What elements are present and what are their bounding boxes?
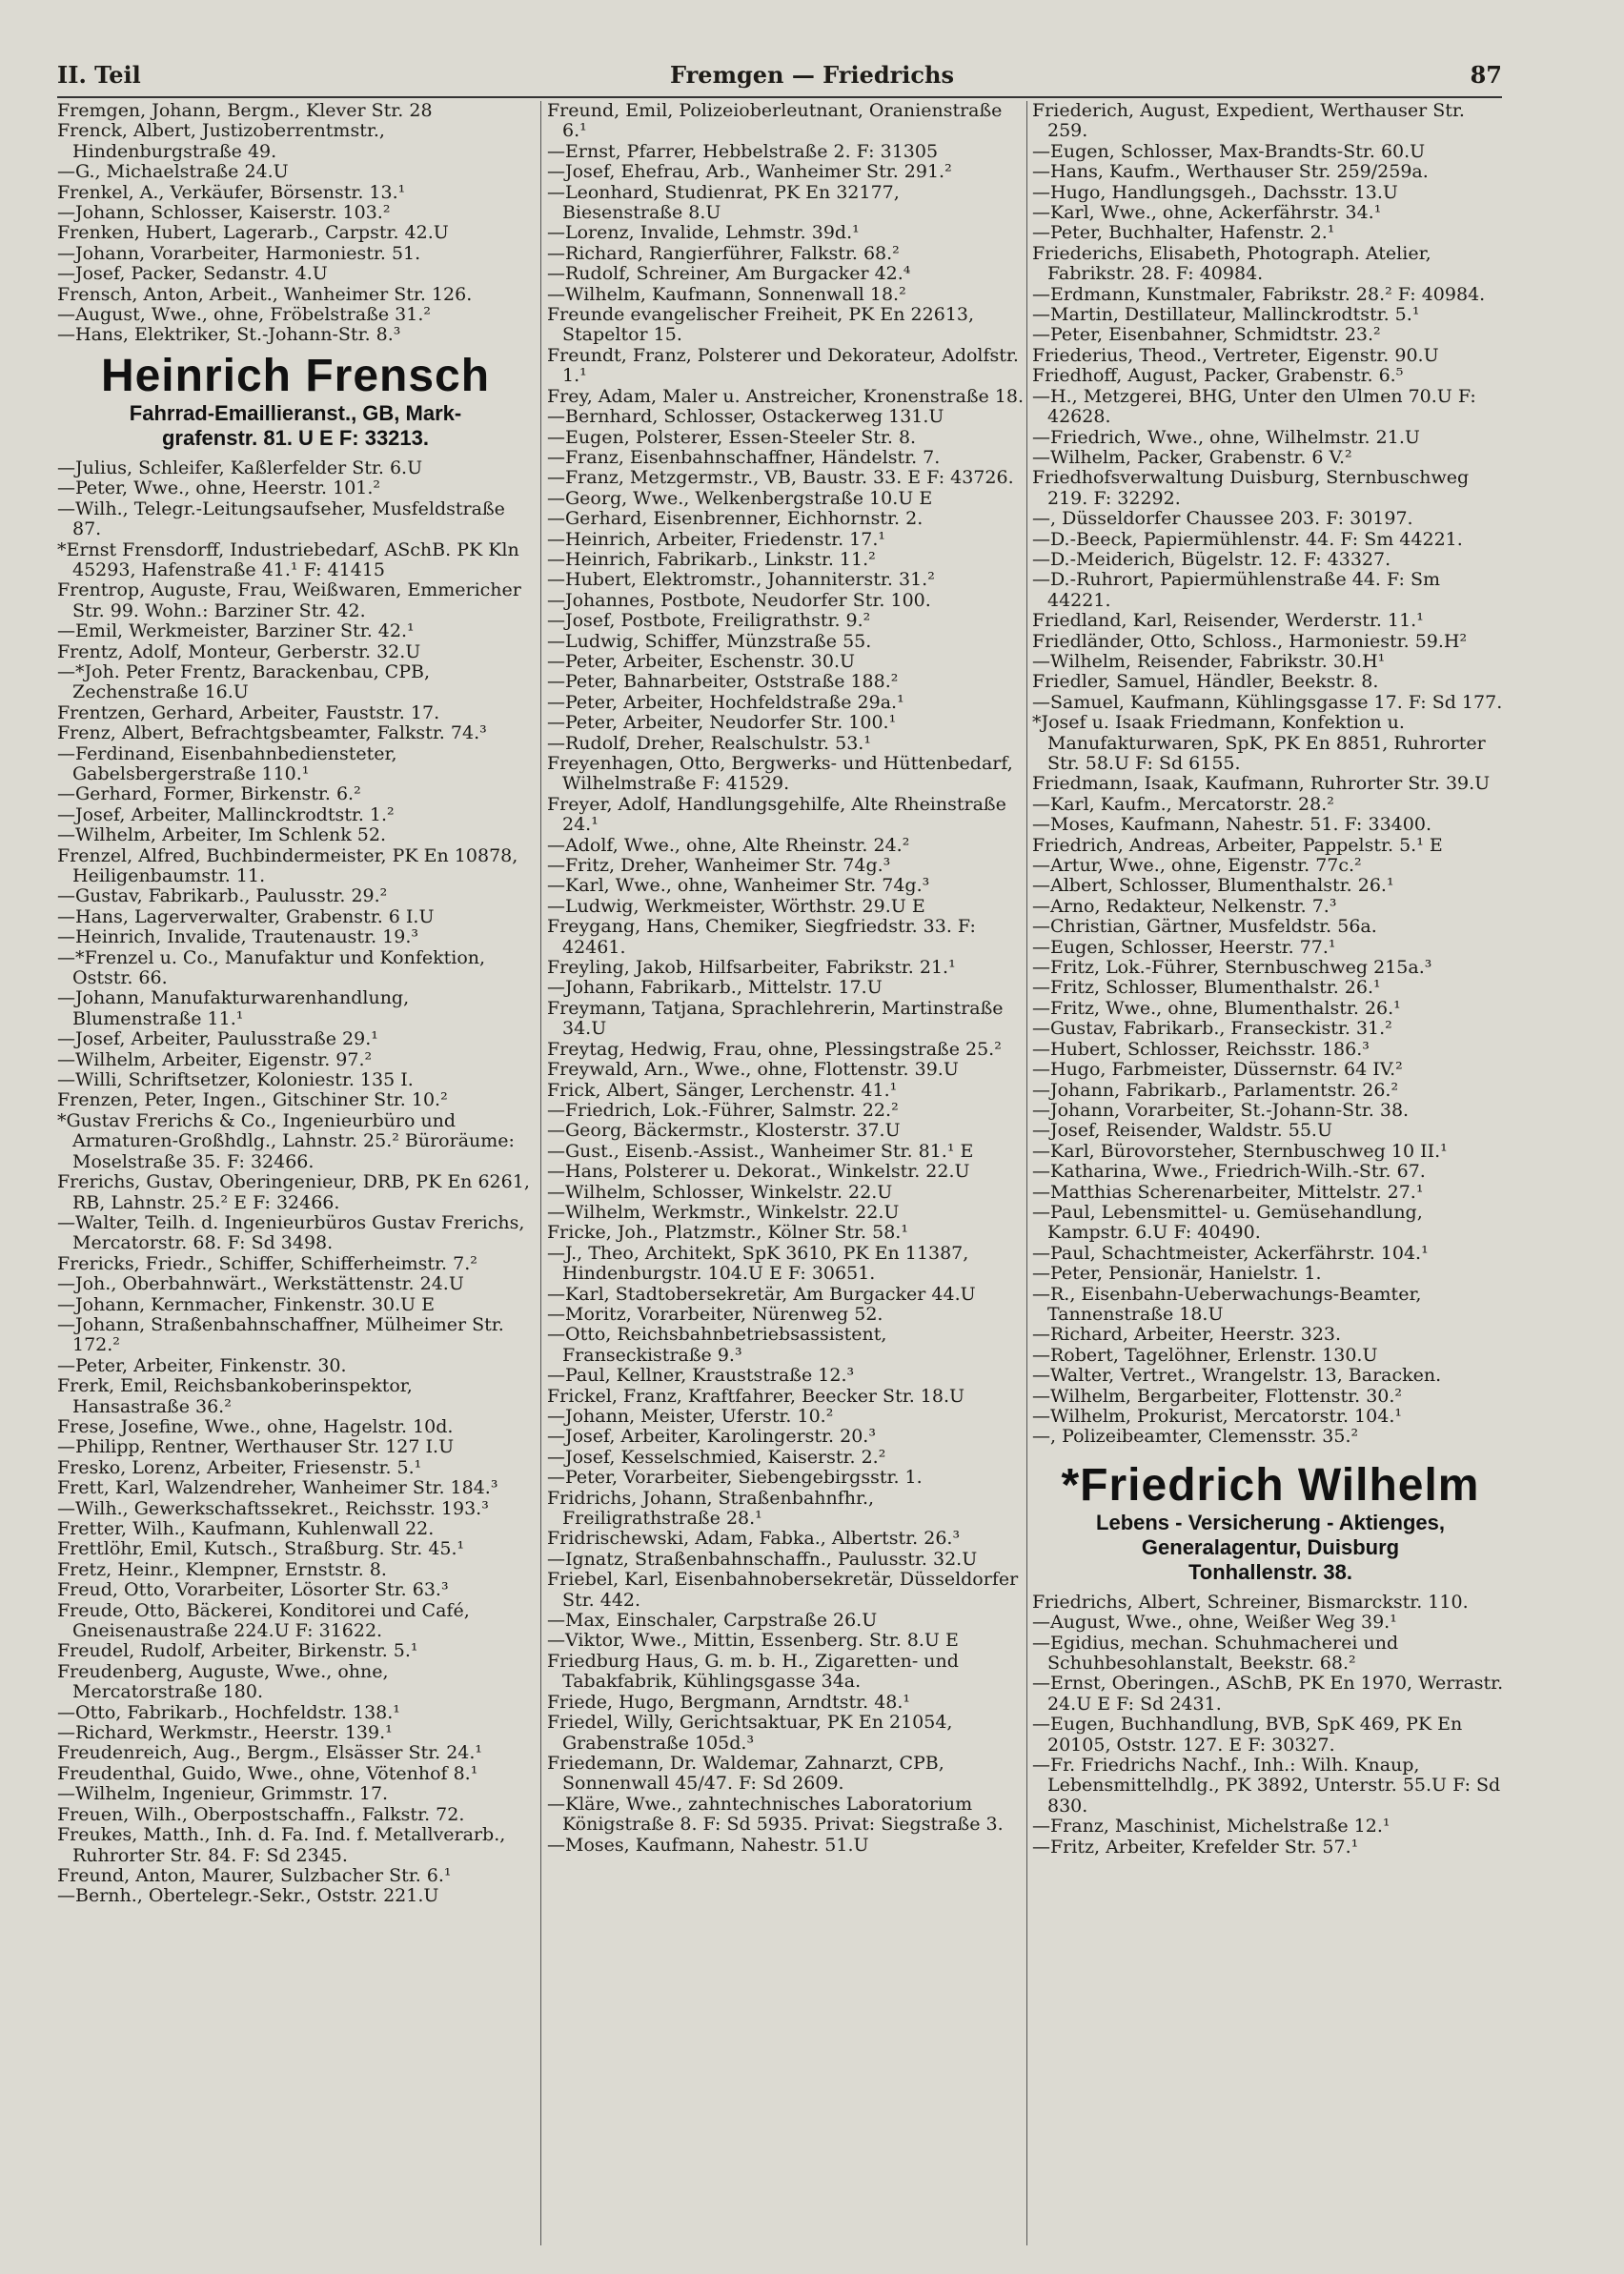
directory-entry: Friedmann, Isaak, Kaufmann, Ruhrorter Str. 39.U <box>1032 773 1491 795</box>
directory-entry: Frensch, Anton, Arbeit., Wanheimer Str. 126. <box>57 283 473 305</box>
directory-entry: —Ernst, Pfarrer, Hebbelstraße 2. F: 31305 <box>547 140 939 162</box>
directory-entry: —Josef, Packer, Sedanstr. 4.U <box>57 263 328 285</box>
directory-entry: —Peter, Pensionär, Hanielstr. 1. <box>1032 1263 1322 1285</box>
ad-line: grafenstr. 81. U E F: 33213. <box>161 425 430 450</box>
ad-line: Fahrrad-Emaillieranst., GB, Mark- <box>129 400 462 425</box>
directory-entry: —Peter, Arbeiter, Hochfeldstraße 29a.¹ <box>547 691 904 713</box>
directory-entry: —Peter, Arbeiter, Eschenstr. 30.U <box>547 650 856 672</box>
directory-entry: Friederius, Theod., Vertreter, Eigenstr. 90.U <box>1032 344 1439 366</box>
directory-entry: Freygang, Hans, Chemiker, Siegfriedstr. 33. F: 42461. <box>547 916 976 958</box>
directory-entry: —Joh., Oberbahnwärt., Werkstättenstr. 24.U <box>57 1273 464 1295</box>
directory-entry: —Peter, Wwe., ohne, Heerstr. 101.² <box>57 477 381 499</box>
directory-entry: Friedländer, Otto, Schloss., Harmoniestr. 59.H² <box>1032 630 1468 652</box>
directory-entry: Fremgen, Johann, Bergm., Klever Str. 28 <box>57 101 433 121</box>
directory-entry: —G., Michaelstraße 24.U <box>57 161 289 183</box>
directory-entry: Friedhoff, August, Packer, Grabenstr. 6.⁵ <box>1032 365 1404 387</box>
directory-entry: *Gustav Frerichs & Co., Ingenieurbüro und Armaturen-Großhdlg., Lahnstr. 25.² Büroräume: Moselstraße 35. F: 32466. <box>57 1109 515 1172</box>
column-1-entries-a <box>57 101 534 346</box>
directory-entry: —Hubert, Elektromstr., Johanniterstr. 31.² <box>547 569 935 591</box>
directory-entry: —Peter, Eisenbahner, Schmidtstr. 23.² <box>1032 324 1381 346</box>
directory-entry: —Karl, Bürovorsteher, Sternbuschweg 10 II.¹ <box>1032 1140 1448 1162</box>
frensch-advertisement <box>57 352 534 451</box>
directory-entry: Friedel, Willy, Gerichtsaktuar, PK En 21054, Grabenstraße 105d.³ <box>547 1712 953 1754</box>
directory-entry: —Karl, Stadtobersekretär, Am Burgacker 44.U <box>547 1283 976 1305</box>
directory-entry: Frenz, Albert, Befrachtgsbeamter, Falkstr. 74.³ <box>57 722 487 744</box>
directory-entry: —Georg, Bäckermstr., Klosterstr. 37.U <box>547 1120 901 1142</box>
directory-entry: Frenkel, A., Verkäufer, Börsenstr. 13.¹ <box>57 181 406 203</box>
directory-entry: —Artur, Wwe., ohne, Eigenstr. 77c.² <box>1032 855 1362 877</box>
directory-entry: —Ludwig, Schiffer, Münzstraße 55. <box>547 630 872 652</box>
page-number: 87 <box>1470 61 1502 89</box>
directory-entry: —Heinrich, Fabrikarb., Linkstr. 11.² <box>547 548 876 570</box>
directory-entry: Friedburg Haus, G. m. b. H., Zigaretten- und Tabakfabrik, Kühlingsgasse 34a. <box>547 1650 959 1693</box>
directory-entry: —Willi, Schriftsetzer, Koloniestr. 135 I. <box>57 1069 414 1091</box>
column-2-entries <box>547 101 1024 1856</box>
directory-entry: —Gustav, Fabrikarb., Paulusstr. 29.² <box>57 885 388 907</box>
directory-entry: Friederichs, Elisabeth, Photograph. Atelier, Fabrikstr. 28. F: 40984. <box>1032 242 1431 285</box>
directory-entry: Friedler, Samuel, Händler, Beekstr. 8. <box>1032 671 1379 693</box>
directory-entry: —Emil, Werkmeister, Barziner Str. 42.¹ <box>57 620 415 642</box>
directory-entry: —Eugen, Polsterer, Essen-Steeler Str. 8. <box>547 426 917 448</box>
directory-entry: —Fr. Friedrichs Nachf., Inh.: Wilh. Knaup, Lebensmittelhdlg., PK 3892, Unterstr. 55.U F: Sd 830. <box>1032 1755 1501 1817</box>
column-divider <box>1026 101 1027 2245</box>
directory-entry: —August, Wwe., ohne, Fröbelstraße 31.² <box>57 304 432 326</box>
directory-entry: Friederich, August, Expedient, Werthauser Str. 259. <box>1032 101 1465 142</box>
directory-entry: —Eugen, Buchhandlung, BVB, SpK 469, PK En 20105, Oststr. 127. E F: 30327. <box>1032 1714 1463 1756</box>
directory-entry: —Heinrich, Arbeiter, Friedenstr. 17.¹ <box>547 528 886 550</box>
directory-entry: Freudenthal, Guido, Wwe., ohne, Vötenhof 8.¹ <box>57 1762 478 1784</box>
directory-entry: —Wilh., Telegr.-Leitungsaufseher, Musfeldstraße 87. <box>57 497 505 540</box>
directory-entry: —Paul, Kellner, Krauststraße 12.³ <box>547 1365 855 1387</box>
directory-entry: —Johann, Manufakturwarenhandlung, Blumenstraße 11.¹ <box>57 987 410 1029</box>
directory-entry: Freundt, Franz, Polsterer und Dekorateur, Adolfstr. 1.¹ <box>547 344 1019 387</box>
directory-entry: —Fritz, Schlosser, Blumenthalstr. 26.¹ <box>1032 977 1381 999</box>
directory-entry: —Walter, Teilh. d. Ingenieurbüros Gustav Frerichs, Mercatorstr. 68. F: Sd 3498. <box>57 1211 525 1254</box>
directory-entry: Fridrischewski, Adam, Fabka., Albertstr. 26.³ <box>547 1528 961 1550</box>
directory-entry: —Wilhelm, Arbeiter, Im Schlenk 52. <box>57 824 387 846</box>
directory-entry: Freytag, Hedwig, Frau, ohne, Plessingstraße 25.² <box>547 1038 1002 1060</box>
directory-entry: —Matthias Scherenarbeiter, Mittelstr. 27.¹ <box>1032 1181 1424 1203</box>
directory-entry: —Gustav, Fabrikarb., Franseckistr. 31.² <box>1032 1018 1392 1040</box>
directory-entry: —Viktor, Wwe., Mittin, Essenberg. Str. 8.U E <box>547 1630 959 1652</box>
directory-entry: Freudel, Rudolf, Arbeiter, Birkenstr. 5.¹ <box>57 1640 418 1662</box>
directory-entry: Frese, Josefine, Wwe., ohne, Hagelstr. 10d. <box>57 1415 454 1437</box>
directory-entry: —Josef, Reisender, Waldstr. 55.U <box>1032 1120 1332 1142</box>
directory-entry: —Wilhelm, Ingenieur, Grimmstr. 17. <box>57 1783 389 1805</box>
directory-entry: —Josef, Kesselschmied, Kaiserstr. 2.² <box>547 1446 886 1468</box>
directory-entry: —Max, Einschaler, Carpstraße 26.U <box>547 1610 878 1632</box>
directory-entry: —Lorenz, Invalide, Lehmstr. 39d.¹ <box>547 222 860 244</box>
directory-entry: Frenzel, Alfred, Buchbindermeister, PK En 10878, Heiligenbaumstr. 11. <box>57 844 518 886</box>
directory-entry: Frenken, Hubert, Lagerarb., Carpstr. 42.U <box>57 222 449 244</box>
directory-entry: —Gerhard, Eisenbrenner, Eichhornstr. 2. <box>547 508 924 530</box>
directory-entry: Frentzen, Gerhard, Arbeiter, Fauststr. 17. <box>57 701 440 723</box>
directory-entry: Freukes, Matth., Inh. d. Fa. Ind. f. Metallverarb., Ruhrorter Str. 84. F: Sd 2345. <box>57 1824 506 1866</box>
directory-entry: —Fritz, Dreher, Wanheimer Str. 74g.³ <box>547 855 891 877</box>
directory-entry: —Johann, Meister, Uferstr. 10.² <box>547 1406 834 1427</box>
directory-entry: —Heinrich, Invalide, Trautenaustr. 19.³ <box>57 926 418 948</box>
directory-entry: —Leonhard, Studienrat, PK En 32177, Biesenstraße 8.U <box>547 181 900 224</box>
directory-entry: —Wilhelm, Schlosser, Winkelstr. 22.U <box>547 1181 893 1203</box>
directory-entry: —Johannes, Postbote, Neudorfer Str. 100. <box>547 589 931 611</box>
directory-entry: —Ferdinand, Eisenbahnbediensteter, Gabelsbergerstraße 110.¹ <box>57 742 397 784</box>
directory-entry: —Josef, Ehefrau, Arb., Wanheimer Str. 291.² <box>547 161 952 183</box>
directory-entry: Friedhofsverwaltung Duisburg, Sternbuschweg 219. F: 32292. <box>1032 467 1470 509</box>
directory-entry: Frerk, Emil, Reichsbankoberinspektor, Hansastraße 36.² <box>57 1375 413 1417</box>
directory-entry: Friede, Hugo, Bergmann, Arndtstr. 48.¹ <box>547 1691 911 1713</box>
directory-entry: —Georg, Wwe., Welkenbergstraße 10.U E <box>547 487 933 509</box>
friedrich-wilhelm-advertisement <box>1032 1461 1509 1585</box>
directory-entry: —Egidius, mechan. Schuhmacherei und Schuhbesohlanstalt, Beekstr. 68.² <box>1032 1632 1399 1675</box>
directory-entry: Frett, Karl, Walzendreher, Wanheimer Str. 184.³ <box>57 1477 498 1499</box>
directory-entry: —*Joh. Peter Frentz, Barackenbau, CPB, Zechenstraße 16.U <box>57 660 430 703</box>
page-header <box>57 61 1567 99</box>
directory-entry: Freude, Otto, Bäckerei, Konditorei und Café, Gneisenaustraße 224.U F: 31622. <box>57 1599 470 1642</box>
directory-entry: —Wilhelm, Kaufmann, Sonnenwall 18.² <box>547 283 906 305</box>
directory-entry: —Ernst, Oberingen., ASchB, PK En 1970, Werrastr. 24.U E F: Sd 2431. <box>1032 1673 1504 1715</box>
directory-entry: —Fritz, Arbeiter, Krefelder Str. 57.¹ <box>1032 1836 1359 1858</box>
directory-entry: —Rudolf, Schreiner, Am Burgacker 42.⁴ <box>547 263 911 285</box>
directory-entry: —Josef, Arbeiter, Paulusstraße 29.¹ <box>57 1028 378 1050</box>
directory-entry: —Wilhelm, Werkmstr., Winkelstr. 22.U <box>547 1201 900 1223</box>
directory-entry: —Bernh., Obertelegr.-Sekr., Oststr. 221.U <box>57 1885 439 1907</box>
directory-entry: —Franz, Eisenbahnschaffner, Händelstr. 7. <box>547 446 941 468</box>
directory-entry: Frenck, Albert, Justizoberrentmstr., Hindenburgstraße 49. <box>57 120 385 162</box>
directory-entry: —, Polizeibeamter, Clemensstr. 35.² <box>1032 1426 1359 1448</box>
directory-entry: —Karl, Kaufm., Mercatorstr. 28.² <box>1032 793 1334 815</box>
directory-entry: Friedrichs, Albert, Schreiner, Bismarckstr. 110. <box>1032 1591 1469 1613</box>
directory-entry: —Johann, Fabrikarb., Mittelstr. 17.U <box>547 977 883 999</box>
directory-entry: —Moses, Kaufmann, Nahestr. 51.U <box>547 1834 869 1856</box>
directory-entry: Frickel, Franz, Kraftfahrer, Beecker Str. 18.U <box>547 1385 965 1407</box>
directory-entry: —Fritz, Wwe., ohne, Blumenthalstr. 26.¹ <box>1032 997 1401 1019</box>
directory-entry: —Wilh., Gewerkschaftssekret., Reichsstr. 193.³ <box>57 1497 489 1519</box>
directory-entry: —H., Metzgerei, BHG, Unter den Ulmen 70.U F: 42628. <box>1032 385 1476 428</box>
directory-entry: —Friedrich, Lok.-Führer, Salmstr. 22.² <box>547 1099 899 1121</box>
directory-entry: Frentrop, Auguste, Frau, Weißwaren, Emmericher Str. 99. Wohn.: Barziner Str. 42. <box>57 579 521 621</box>
directory-entry: Freudenreich, Aug., Bergm., Elsässer Str. 24.¹ <box>57 1742 483 1764</box>
directory-entry: —Johann, Vorarbeiter, St.-Johann-Str. 38. <box>1032 1099 1410 1121</box>
directory-entry: —Katharina, Wwe., Friedrich-Wilh.-Str. 67. <box>1032 1161 1426 1183</box>
directory-entry: —Johann, Vorarbeiter, Harmoniestr. 51. <box>57 242 421 264</box>
directory-entry: —Gust., Eisenb.-Assist., Wanheimer Str. 81.¹ E <box>547 1140 974 1162</box>
ad-line: Generalagentur, Duisburg <box>1141 1534 1400 1559</box>
directory-entry: —August, Wwe., ohne, Weißer Weg 39.¹ <box>1032 1612 1397 1634</box>
column-3-entries-b <box>1032 1593 1509 1858</box>
directory-entry: —Paul, Lebensmittel- u. Gemüsehandlung, Kampstr. 6.U F: 40490. <box>1032 1201 1423 1244</box>
directory-entry: —Josef, Arbeiter, Karolingerstr. 20.³ <box>547 1426 876 1448</box>
directory-entry: —Philipp, Rentner, Werthauser Str. 127 I.U <box>57 1436 455 1458</box>
directory-entry: Friedemann, Dr. Waldemar, Zahnarzt, CPB, Sonnenwall 45/47. F: Sd 2609. <box>547 1752 944 1795</box>
directory-entry: Frey, Adam, Maler u. Anstreicher, Kronenstraße 18. <box>547 385 1024 407</box>
column-1-entries-b <box>57 458 534 1907</box>
directory-entry: —Walter, Vertret., Wrangelstr. 13, Baracken. <box>1032 1365 1442 1387</box>
directory-entry: —D.-Beeck, Papiermühlenstr. 44. F: Sm 44221. <box>1032 528 1463 550</box>
directory-entry: —Josef, Postbote, Freiligrathstr. 9.² <box>547 610 871 632</box>
directory-entry: Fricke, Joh., Platzmstr., Kölner Str. 58.¹ <box>547 1222 908 1244</box>
directory-entry: Friebel, Karl, Eisenbahnobersekretär, Düsseldorfer Str. 442. <box>547 1569 1019 1611</box>
directory-entry: —Kläre, Wwe., zahntechnisches Laboratorium Königstraße 8. F: Sd 5935. Privat: Siegstraße 3. <box>547 1793 1004 1836</box>
directory-entry: Frerichs, Gustav, Oberingenieur, DRB, PK En 6261, RB, Lahnstr. 25.² E F: 32466. <box>57 1171 530 1213</box>
directory-entry: —Peter, Arbeiter, Neudorfer Str. 100.¹ <box>547 712 897 734</box>
column-1 <box>57 101 534 2245</box>
directory-entry: —Johann, Schlosser, Kaiserstr. 103.² <box>57 202 391 224</box>
directory-entry: —Otto, Fabrikarb., Hochfeldstr. 138.¹ <box>57 1701 400 1723</box>
directory-entry: Fridrichs, Johann, Straßenbahnfhr., Freiligrathstraße 28.¹ <box>547 1487 875 1530</box>
column-3-entries-a <box>1032 101 1509 1448</box>
directory-entry: —Johann, Straßenbahnschaffner, Mülheimer Str. 172.² <box>57 1313 504 1356</box>
directory-entry: —Christian, Gärtner, Musfeldstr. 56a. <box>1032 916 1377 938</box>
directory-entry: Freywald, Arn., Wwe., ohne, Flottenstr. 39.U <box>547 1059 959 1081</box>
directory-entry: Friedland, Karl, Reisender, Werderstr. 11.¹ <box>1032 610 1424 632</box>
column-3 <box>1032 101 1509 2245</box>
directory-entry: Freunde evangelischer Freiheit, PK En 22613, Stapeltor 15. <box>547 304 975 346</box>
directory-entry: —Julius, Schleifer, Kaßlerfelder Str. 6.U <box>57 457 423 478</box>
directory-entry: Friedrich, Andreas, Arbeiter, Pappelstr. 5.¹ E <box>1032 834 1443 856</box>
directory-entry: —Albert, Schlosser, Blumenthalstr. 26.¹ <box>1032 875 1394 897</box>
directory-entry: —Eugen, Schlosser, Heerstr. 77.¹ <box>1032 936 1336 958</box>
directory-entry: —Wilhelm, Bergarbeiter, Flottenstr. 30.² <box>1032 1385 1403 1407</box>
directory-entry: —Franz, Metzgermstr., VB, Baustr. 33. E F: 43726. <box>547 467 1014 489</box>
directory-entry: Freyenhagen, Otto, Bergwerks- und Hüttenbedarf, Wilhelmstraße F: 41529. <box>547 753 1013 795</box>
directory-entry: —Martin, Destillateur, Mallinckrodtstr. 5.¹ <box>1032 304 1420 326</box>
directory-entry: Fresko, Lorenz, Arbeiter, Friesenstr. 5.¹ <box>57 1456 422 1478</box>
directory-entry: Freund, Anton, Maurer, Sulzbacher Str. 6.¹ <box>57 1864 452 1886</box>
directory-entry: —Adolf, Wwe., ohne, Alte Rheinstr. 24.² <box>547 834 910 856</box>
directory-entry: —Gerhard, Former, Birkenstr. 6.² <box>57 783 361 805</box>
directory-entry: —Robert, Tagelöhner, Erlenstr. 130.U <box>1032 1344 1378 1366</box>
directory-entry: Freyer, Adolf, Handlungsgehilfe, Alte Rheinstraße 24.¹ <box>547 793 1006 836</box>
ad-title: *Friedrich Wilhelm <box>1061 1459 1480 1511</box>
directory-entry: —Johann, Kernmacher, Finkenstr. 30.U E <box>57 1293 436 1315</box>
directory-entry: —Wilhelm, Arbeiter, Eigenstr. 97.² <box>57 1048 373 1070</box>
directory-entry: —Moritz, Vorarbeiter, Nürenweg 52. <box>547 1303 883 1325</box>
directory-entry: Frentz, Adolf, Monteur, Gerberstr. 32.U <box>57 640 421 662</box>
directory-entry: —Hans, Kaufm., Werthauser Str. 259/259a. <box>1032 161 1429 183</box>
directory-entry: —Hans, Lagerverwalter, Grabenstr. 6 I.U <box>57 905 435 927</box>
directory-entry: —Hans, Elektriker, St.-Johann-Str. 8.³ <box>57 324 401 346</box>
directory-entry: —Friedrich, Wwe., ohne, Wilhelmstr. 21.U <box>1032 426 1420 448</box>
directory-entry: —Josef, Arbeiter, Mallinckrodtstr. 1.² <box>57 803 395 825</box>
directory-entry: —Karl, Wwe., ohne, Wanheimer Str. 74g.³ <box>547 875 930 897</box>
directory-entry: *Ernst Frensdorff, Industriebedarf, ASchB. PK Kln 45293, Hafenstraße 41.¹ F: 41415 <box>57 538 519 580</box>
directory-entry: —Ludwig, Werkmeister, Wörthstr. 29.U E <box>547 895 925 917</box>
directory-entry: —Richard, Werkmstr., Heerstr. 139.¹ <box>57 1722 393 1744</box>
column-divider <box>540 101 541 2245</box>
directory-entry: —D.-Meiderich, Bügelstr. 12. F: 43327. <box>1032 548 1391 570</box>
part-label: II. Teil <box>57 61 141 89</box>
directory-entry: —Moses, Kaufmann, Nahestr. 51. F: 33400. <box>1032 814 1431 836</box>
directory-entry: Frenzen, Peter, Ingen., Gitschiner Str. 10.² <box>57 1089 448 1111</box>
directory-entry: —Wilhelm, Reisender, Fabrikstr. 30.H¹ <box>1032 650 1386 672</box>
directory-entry: Freud, Otto, Vorarbeiter, Lösorter Str. 63.³ <box>57 1579 449 1601</box>
directory-entry: —Peter, Vorarbeiter, Siebengebirgsstr. 1. <box>547 1467 923 1489</box>
directory-entry: Fretz, Heinr., Klempner, Ernststr. 8. <box>57 1558 387 1580</box>
ad-line: Tonhallenstr. 38. <box>1188 1559 1352 1584</box>
directory-entry: —Rudolf, Dreher, Realschulstr. 53.¹ <box>547 732 871 754</box>
directory-entry: —Wilhelm, Prokurist, Mercatorstr. 104.¹ <box>1032 1406 1402 1427</box>
directory-entry: —Richard, Arbeiter, Heerstr. 323. <box>1032 1324 1342 1346</box>
directory-entry: Freyling, Jakob, Hilfsarbeiter, Fabrikstr. 21.¹ <box>547 957 956 979</box>
directory-entry: —Peter, Arbeiter, Finkenstr. 30. <box>57 1354 347 1376</box>
directory-entry: —D.-Ruhrort, Papiermühlenstraße 44. F: Sm 44221. <box>1032 569 1440 611</box>
directory-entry: —Johann, Fabrikarb., Parlamentstr. 26.² <box>1032 1079 1399 1101</box>
directory-entry: Frettlöhr, Emil, Kutsch., Straßburg. Str. 45.¹ <box>57 1538 465 1560</box>
directory-entry: —Hugo, Handlungsgeh., Dachsstr. 13.U <box>1032 181 1398 203</box>
directory-entry: —Ignatz, Straßenbahnschaffn., Paulusstr. 32.U <box>547 1548 978 1570</box>
directory-entry: —Bernhard, Schlosser, Ostackerweg 131.U <box>547 406 944 428</box>
directory-entry: —Peter, Buchhalter, Hafenstr. 2.¹ <box>1032 222 1335 244</box>
directory-entry: —Arno, Redakteur, Nelkenstr. 7.³ <box>1032 895 1337 917</box>
directory-entry: —J., Theo, Architekt, SpK 3610, PK En 11387, Hindenburgstr. 104.U E F: 30651. <box>547 1242 969 1285</box>
directory-entry: —Wilhelm, Packer, Grabenstr. 6 V.² <box>1032 446 1352 468</box>
directory-entry: —Hugo, Farbmeister, Düssernstr. 64 IV.² <box>1032 1059 1403 1081</box>
directory-entry: Frericks, Friedr., Schiffer, Schifferheimstr. 7.² <box>57 1252 477 1274</box>
directory-entry: Frick, Albert, Sänger, Lerchenstr. 41.¹ <box>547 1079 898 1101</box>
directory-entry: —Paul, Schachtmeister, Ackerfährstr. 104.¹ <box>1032 1242 1429 1264</box>
directory-entry: —Eugen, Schlosser, Max-Brandts-Str. 60.U <box>1032 140 1426 162</box>
directory-entry: —*Frenzel u. Co., Manufaktur und Konfektion, Oststr. 66. <box>57 946 486 989</box>
directory-entry: Freuen, Wilh., Oberpostschaffn., Falkstr. 72. <box>57 1803 465 1825</box>
page-title: Fremgen — Friedrichs <box>670 61 954 89</box>
directory-entry: —Otto, Reichsbahnbetriebsassistent, Franseckistraße 9.³ <box>547 1324 887 1366</box>
directory-entry: —Samuel, Kaufmann, Kühlingsgasse 17. F: Sd 177. <box>1032 691 1503 713</box>
directory-entry: —R., Eisenbahn-Ueberwachungs-Beamter, Tannenstraße 18.U <box>1032 1283 1422 1325</box>
directory-entry: —Karl, Wwe., ohne, Ackerfährstr. 34.¹ <box>1032 202 1382 224</box>
directory-entry: —Hubert, Schlosser, Reichsstr. 186.³ <box>1032 1038 1370 1060</box>
directory-entry: Freudenberg, Auguste, Wwe., ohne, Mercatorstraße 180. <box>57 1660 389 1703</box>
directory-entry: Freund, Emil, Polizeioberleutnant, Oranienstraße 6.¹ <box>547 101 1003 142</box>
directory-entry: —Richard, Rangierführer, Falkstr. 68.² <box>547 242 900 264</box>
directory-entry: —, Düsseldorfer Chaussee 203. F: 30197. <box>1032 508 1413 530</box>
directory-entry: —Peter, Bahnarbeiter, Oststraße 188.² <box>547 671 899 693</box>
directory-entry: —Erdmann, Kunstmaler, Fabrikstr. 28.² F: 40984. <box>1032 283 1486 305</box>
directory-entry: *Josef u. Isaak Friedmann, Konfektion u. Manufakturwaren, SpK, PK En 8851, Ruhrorter Str. 58.U F: Sd 6155. <box>1032 712 1486 774</box>
directory-entry: —Fritz, Lok.-Führer, Sternbuschweg 215a.³ <box>1032 957 1432 979</box>
directory-entry: Fretter, Wilh., Kaufmann, Kuhlenwall 22. <box>57 1518 435 1539</box>
header-rule <box>57 96 1502 98</box>
directory-entry: Freymann, Tatjana, Sprachlehrerin, Martinstraße 34.U <box>547 997 1004 1040</box>
directory-entry: —Hans, Polsterer u. Dekorat., Winkelstr. 22.U <box>547 1161 970 1183</box>
column-2 <box>547 101 1024 2245</box>
ad-title: Heinrich Frensch <box>100 350 491 401</box>
ad-line: Lebens - Versicherung - Aktienges, <box>1096 1510 1445 1534</box>
directory-entry: —Franz, Maschinist, Michelstraße 12.¹ <box>1032 1816 1391 1837</box>
